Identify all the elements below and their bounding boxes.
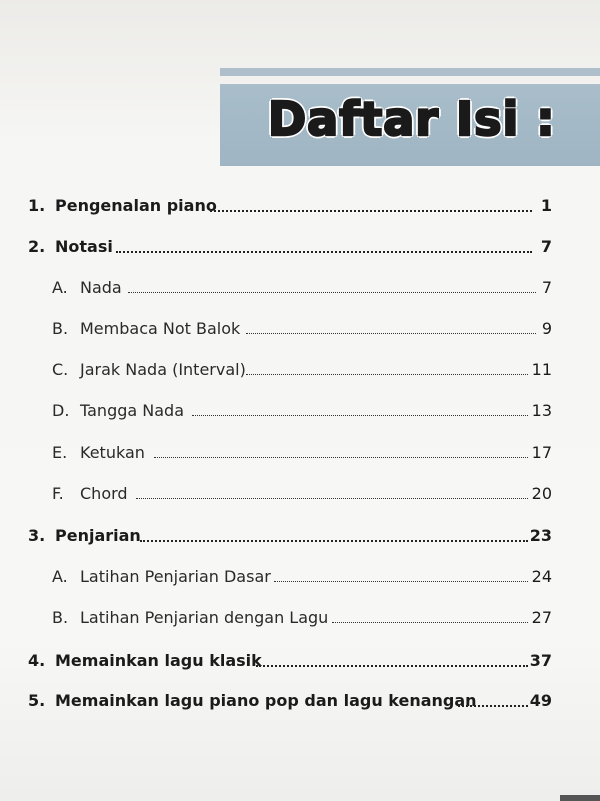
entry-label: Nada [80, 278, 122, 297]
toc-entry-main[interactable] [0, 688, 600, 714]
entry-page: 37 [529, 651, 552, 670]
toc-entry-main[interactable] [0, 523, 600, 549]
toc-entry-main[interactable] [0, 193, 600, 219]
entry-label: Jarak Nada (Interval) [80, 360, 246, 379]
dot-leader [458, 705, 528, 707]
toc-entry-sub[interactable] [0, 316, 600, 342]
entry-label: Latihan Penjarian Dasar [80, 567, 271, 586]
dot-leader [136, 498, 528, 499]
dot-leader [140, 540, 528, 542]
entry-page: 17 [531, 443, 552, 462]
entry-label: Memainkan lagu piano pop dan lagu kenangan [55, 691, 477, 710]
dot-leader [192, 415, 528, 416]
toc-entry-sub[interactable] [0, 398, 600, 424]
entry-label: Chord [80, 484, 128, 503]
entry-page: 20 [531, 484, 552, 503]
entry-page: 9 [541, 319, 552, 338]
toc-entry-sub[interactable] [0, 440, 600, 466]
entry-label: Memainkan lagu klasik [55, 651, 262, 670]
dot-leader [210, 210, 532, 212]
entry-label: Notasi [55, 237, 113, 256]
entry-letter: B. [52, 608, 69, 627]
entry-label: Penjarian [55, 526, 141, 545]
toc-entry-sub[interactable] [0, 564, 600, 590]
dot-leader [274, 581, 528, 582]
page-title: Daftar Isi : [268, 92, 556, 146]
toc-entry-main[interactable] [0, 234, 600, 260]
dot-leader [128, 292, 536, 293]
entry-number: 1. [28, 196, 46, 215]
toc-entry-sub[interactable] [0, 605, 600, 631]
entry-label: Ketukan [80, 443, 145, 462]
dot-leader [256, 665, 528, 667]
entry-page: 23 [529, 526, 552, 545]
dot-leader [246, 333, 536, 334]
entry-label: Membaca Not Balok [80, 319, 241, 338]
entry-number: 5. [28, 691, 46, 710]
dot-leader [246, 374, 528, 375]
entry-letter: D. [52, 401, 70, 420]
entry-letter: A. [52, 567, 68, 586]
entry-label: Pengenalan piano [55, 196, 217, 215]
toc-entry-sub[interactable] [0, 357, 600, 383]
entry-label: Latihan Penjarian dengan Lagu [80, 608, 329, 627]
entry-page: 24 [531, 567, 552, 586]
entry-page: 11 [531, 360, 552, 379]
dot-leader [116, 251, 532, 253]
entry-letter: A. [52, 278, 68, 297]
entry-letter: F. [52, 484, 64, 503]
entry-label: Tangga Nada [80, 401, 185, 420]
entry-page: 7 [540, 237, 552, 256]
entry-page: 27 [531, 608, 552, 627]
dot-leader [332, 622, 528, 623]
entry-letter: C. [52, 360, 69, 379]
toc-entry-sub[interactable] [0, 481, 600, 507]
entry-number: 3. [28, 526, 46, 545]
page-edge-shadow [560, 795, 600, 801]
entry-page: 1 [540, 196, 552, 215]
entry-letter: E. [52, 443, 68, 462]
entry-number: 2. [28, 237, 46, 256]
entry-number: 4. [28, 651, 46, 670]
title-accent-bar [220, 68, 600, 76]
entry-page: 7 [541, 278, 552, 297]
entry-page: 49 [529, 691, 552, 710]
toc-entry-sub[interactable] [0, 275, 600, 301]
toc-entry-main[interactable] [0, 648, 600, 674]
entry-letter: B. [52, 319, 69, 338]
entry-page: 13 [531, 401, 552, 420]
dot-leader [154, 457, 528, 458]
